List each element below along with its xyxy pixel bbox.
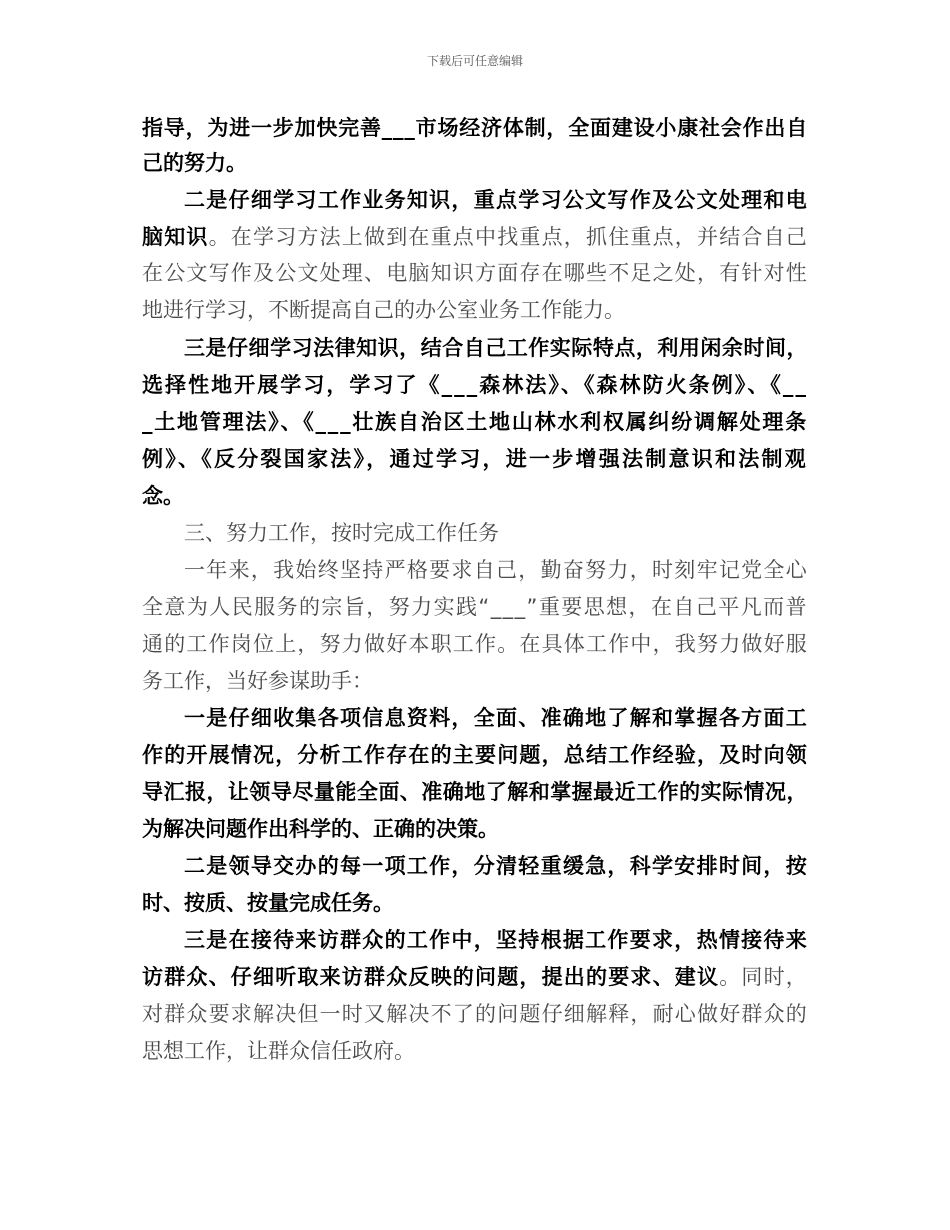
- text-segment: 三、努力工作，按时完成工作任务: [184, 521, 499, 545]
- text-line: [184, 338, 808, 359]
- text-line: [142, 412, 808, 433]
- text-line: [142, 227, 808, 248]
- text-line: [184, 560, 808, 581]
- text-line: [142, 819, 499, 840]
- text-line: [142, 671, 373, 692]
- text-segment: 念。: [142, 484, 184, 508]
- text-segment: 己的努力。: [142, 151, 247, 175]
- text-line: [142, 153, 247, 174]
- text-segment: 二是仔细学习工作业务知识，重点学习公文写作及公文处理和电: [184, 188, 808, 212]
- text-line: [184, 523, 499, 544]
- text-line: [142, 893, 394, 914]
- text-line: [184, 856, 808, 877]
- text-line: [142, 118, 808, 139]
- text-segment: _土地管理法》、《___壮族自治区土地山林水利权属纠纷调解处理条: [142, 410, 808, 434]
- text-segment: 指导，为进一步加快完善___市场经济体制，全面建设小康社会作出自: [142, 116, 808, 140]
- text-line: [184, 190, 808, 211]
- text-line: [142, 1004, 808, 1025]
- text-segment: 全意为人民服务的宗旨，努力实践“___”重要思想，在自己平凡而普: [142, 595, 808, 619]
- text-line: [142, 967, 808, 988]
- text-segment: 为解决问题作出科学的、正确的决策。: [142, 817, 499, 841]
- text-segment: 地进行学习，不断提高自己的办公室业务工作能力。: [142, 298, 625, 322]
- text-segment: 二是领导交办的每一项工作，分清轻重缓急，科学安排时间，按: [184, 854, 808, 878]
- text-segment: 三是仔细学习法律知识，结合自己工作实际特点，利用闲余时间，: [184, 336, 808, 360]
- text-segment: 思想工作，让群众信任政府。: [142, 1039, 415, 1063]
- text-segment: 一是仔细收集各项信息资料，全面、准确地了解和掌握各方面工: [184, 706, 808, 730]
- text-line: [142, 263, 808, 284]
- text-segment: 对群众要求解决但一时又解决不了的问题仔细解释，耐心做好群众的: [142, 1002, 808, 1026]
- text-segment: 通的工作岗位上，努力做好本职工作。在具体工作中，我努力做好服: [142, 632, 808, 656]
- text-segment: 作的开展情况，分析工作存在的主要问题，总结工作经验，及时向领: [142, 743, 808, 767]
- text-line: [184, 930, 808, 951]
- text-line: [142, 300, 625, 321]
- text-line: [142, 1041, 415, 1062]
- text-segment: 。同时，: [719, 965, 809, 989]
- text-line: [142, 782, 808, 803]
- text-segment: 例》、《反分裂国家法》，通过学习，进一步增强法制意识和法制观: [142, 447, 808, 471]
- text-segment: 三是在接待来访群众的工作中，坚持根据工作要求，热情接待来: [184, 928, 808, 952]
- text-line: [142, 449, 808, 470]
- text-segment: 。在学习方法上做到在重点中找重点，抓住重点，并结合自己: [208, 225, 809, 249]
- text-segment: 务工作，当好参谋助手：: [142, 669, 373, 693]
- text-segment: 导汇报，让领导尽量能全面、准确地了解和掌握最近工作的实际情况，: [142, 780, 808, 804]
- text-line: [184, 708, 808, 729]
- page-header: 下载后可任意编辑: [426, 54, 523, 68]
- text-segment: 选择性地开展学习，学习了《___森林法》、《森林防火条例》、《__: [142, 373, 808, 397]
- text-segment: 访群众、仔细听取来访群众反映的问题，提出的要求、建议: [142, 965, 720, 989]
- text-segment: 在公文写作及公文处理、电脑知识方面存在哪些不足之处，有针对性: [142, 261, 808, 285]
- text-segment: 脑知识: [142, 225, 209, 249]
- text-segment: 时、按质、按量完成任务。: [142, 891, 394, 915]
- text-line: [142, 634, 808, 655]
- text-line: [142, 486, 184, 507]
- text-line: [142, 745, 808, 766]
- text-line: [142, 375, 808, 396]
- text-segment: 一年来，我始终坚持严格要求自己，勤奋努力，时刻牢记党全心: [184, 558, 808, 582]
- text-line: [142, 597, 808, 618]
